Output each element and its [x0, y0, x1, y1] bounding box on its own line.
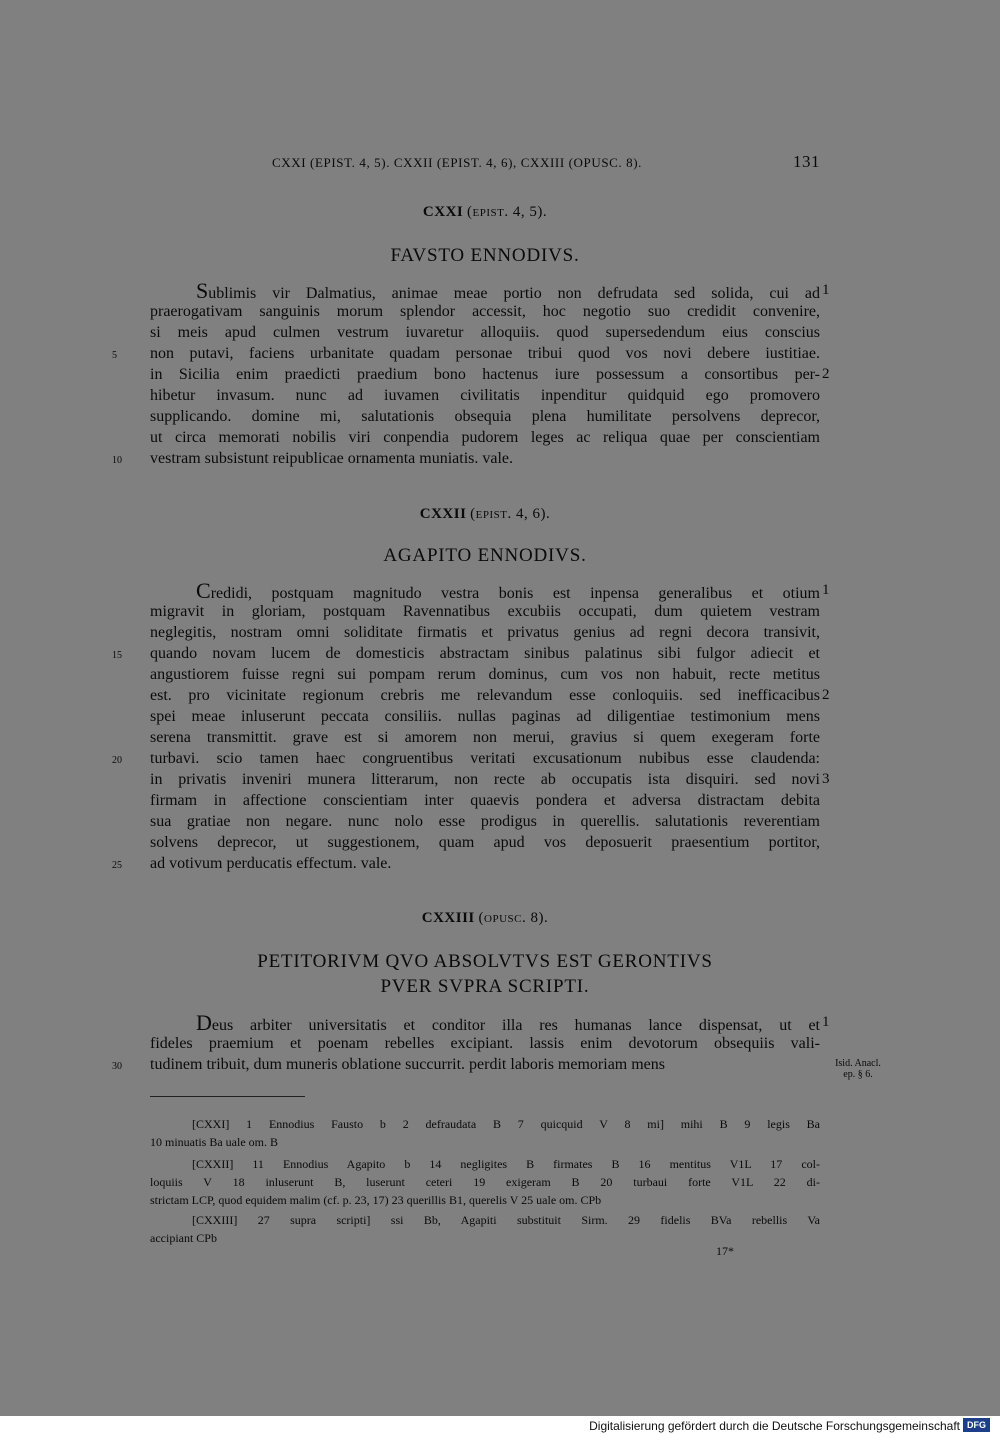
apparatus-line: [CXXII] 11 Ennodius Agapito b 14 negligites B firmates B 16 mentitus V1L 17 col- [192, 1157, 820, 1171]
paragraph-number: 1 [822, 282, 830, 298]
text-line: supplicando. domine mi, salutationis obsequia plena humilitate persolvens deprecor, [150, 408, 820, 425]
addressee-line: PVER SVPRA SCRIPTI. [380, 976, 590, 997]
section-number: CXXIII [421, 910, 475, 926]
text-line: firmam in affectione conscientiam inter quaevis pondera et adversa distractam debita [150, 792, 820, 809]
addressee-line: AGAPITO ENNODIVS. [383, 545, 587, 566]
section-reference [479, 910, 549, 926]
text-line-rest: eus arbiter universitatis et conditor illa res humanas lance dispensat, ut et [211, 1017, 820, 1034]
section-heading [150, 910, 820, 927]
line-number: 5 [112, 350, 117, 361]
addressee-heading [150, 951, 820, 1001]
text-line: fideles praemium et poenam rebelles excipiant. lassis enim devotorum obsequiis vali- [150, 1035, 820, 1052]
text-line: quando novam lucem de domesticis abstractam sinibus palatinus sibi fulgor adiecit et [150, 645, 820, 662]
side-reference [828, 1058, 888, 1080]
text-line [150, 580, 820, 601]
section-number: CXXII [419, 506, 467, 522]
reference-open: ( [478, 910, 485, 926]
text-line: angustiorem fuisse regni sui pompam rerum dominus, cum vos non habuit, recte metitus [150, 666, 820, 683]
reference-numbers: . 4, 6). [507, 506, 551, 522]
line-number: 20 [112, 755, 122, 766]
line-number: 25 [112, 860, 122, 871]
apparatus-line: [CXXIII] 27 supra scripti] ssi Bb, Agapiti substituit Sirm. 29 fidelis BVa rebellis Va [192, 1213, 820, 1227]
text-line: hibetur invasum. nunc ad iuvamen civilitatis inpenditur quidquid ego promovero [150, 387, 820, 404]
section-heading [150, 506, 820, 523]
reference-numbers: . 4, 5). [504, 204, 548, 220]
side-reference-line: Isid. Anacl. [835, 1058, 881, 1069]
text-line: praerogativam sanguinis morum splendor accessit, hoc negotio suo credidit convenire, [150, 303, 820, 320]
text-line: si meis apud culmen vestrum iuvaretur alloquiis. quod supersedendum eius conscius [150, 324, 820, 341]
text-line-rest: redidi, postquam magnitudo vestra bonis est inpensa generalibus et otium [210, 585, 820, 602]
text-line: spei meae inluserunt peccata consiliis. nullas paginas ad diligentiae testimonium mens [150, 708, 820, 725]
text-line: sua gratiae non negare. nunc nolo esse prodigus in querellis. salutationis reverentiam [150, 813, 820, 830]
running-title: CXXI (EPIST. 4, 5). CXXII (EPIST. 4, 6), CXXIII (OPUSC. 8). [272, 155, 643, 170]
text-line: migravit in gloriam, postquam Ravennatibus excubiis occupati, dum quietem vestram [150, 603, 820, 620]
page-number: 131 [793, 152, 820, 171]
text-line: in Sicilia enim praedicti praedium bono hactenus iure possessum a consortibus per- [150, 366, 820, 383]
side-reference-line: ep. § 6. [843, 1069, 873, 1080]
text-line: neglegitis, nostram omni soliditate firmatis et privatus genius ad regni decora transivit, [150, 624, 820, 641]
initial-letter: D [196, 1010, 212, 1035]
apparatus-line: accipiant CPb [150, 1231, 217, 1245]
reference-kind: OPUSC [484, 913, 522, 925]
paragraph-number: 1 [822, 582, 830, 598]
paragraph-number: 2 [822, 687, 830, 703]
text-line: solvens deprecor, ut suggestionem, quam apud vos deposuerit praesentium portitor, [150, 834, 820, 851]
apparatus-line: 10 minuatis Ba uale om. B [150, 1135, 278, 1149]
signature-mark: 17* [716, 1244, 734, 1258]
text-line: ad votivum perducatis effectum. vale. [150, 855, 392, 872]
text-line: non putavi, faciens urbanitate quadam personae tribui quod vos novi debere iustitiae. [150, 345, 820, 362]
text-line: est. pro vicinitate regionum crebris me relevandum esse conloquiis. sed inefficacibus [150, 687, 820, 704]
initial-letter: C [196, 578, 211, 603]
line-number: 15 [112, 650, 122, 661]
text-line: tudinem tribuit, dum muneris oblatione succurrit. perdit laboris memoriam mens [150, 1056, 666, 1073]
reference-kind: EPIST [472, 207, 505, 219]
running-head [150, 152, 820, 172]
section-number: CXXI [422, 204, 464, 220]
text-line: serena transmittit. grave est si amorem non merui, gravius si quem exegeram forte [150, 729, 820, 746]
line-number: 10 [112, 455, 122, 466]
addressee-line: PETITORIVM QVO ABSOLVTVS EST GERONTIVS [257, 951, 713, 972]
footnote-rule [150, 1096, 305, 1097]
text-line: in privatis inveniri munera litterarum, non recte ab occupatis ista disquiri. sed novi [150, 771, 820, 788]
reference-numbers: . 8). [521, 910, 549, 926]
text-line [150, 1012, 820, 1033]
text-line: vestram subsistunt reipublicae ornamenta muniatis. vale. [150, 450, 514, 467]
reference-kind: EPIST [475, 509, 508, 521]
text-line-rest: ublimis vir Dalmatius, animae meae portio non defrudata sed solida, cui ad [208, 285, 820, 302]
initial-letter: S [196, 278, 209, 303]
dfg-logo: DFG [963, 1418, 990, 1432]
credit-text: Digitalisierung gefördert durch die Deutsche Forschungsgemeinschaft [589, 1419, 960, 1433]
text-line: turbavi. scio tamen haec congruentibus veritati excusationum nubibus esse claudenda: [150, 750, 820, 767]
paragraph-number: 1 [822, 1014, 830, 1030]
text-line: ut circa memorati nobilis viri conpendia pudorem leges ac reliqua quae per conscientiam [150, 429, 820, 446]
section-heading [150, 204, 820, 221]
paragraph-number: 2 [822, 366, 830, 382]
apparatus-line: [CXXI] 1 Ennodius Fausto b 2 defraudata B 7 quicquid V 8 mi] mihi B 9 legis Ba [192, 1117, 820, 1131]
section-reference [470, 506, 550, 522]
addressee-heading [150, 245, 820, 270]
apparatus-line: loquiis V 18 inluserunt B, luserunt ceteri 19 exigeram B 20 turbaui forte V1L 22 di- [150, 1175, 820, 1189]
addressee-heading [150, 545, 820, 570]
section-reference [467, 204, 547, 220]
reference-open: ( [470, 506, 476, 522]
paragraph-number: 3 [822, 771, 830, 787]
addressee-line: FAVSTO ENNODIVS. [390, 245, 580, 266]
text-line [150, 280, 820, 301]
line-number: 30 [112, 1061, 122, 1072]
apparatus-line: strictam LCP, quod equidem malim (cf. p. 23, 17) 23 querillis B1, querelis V 25 uale om. CPb [150, 1193, 602, 1207]
reference-open: ( [467, 204, 473, 220]
